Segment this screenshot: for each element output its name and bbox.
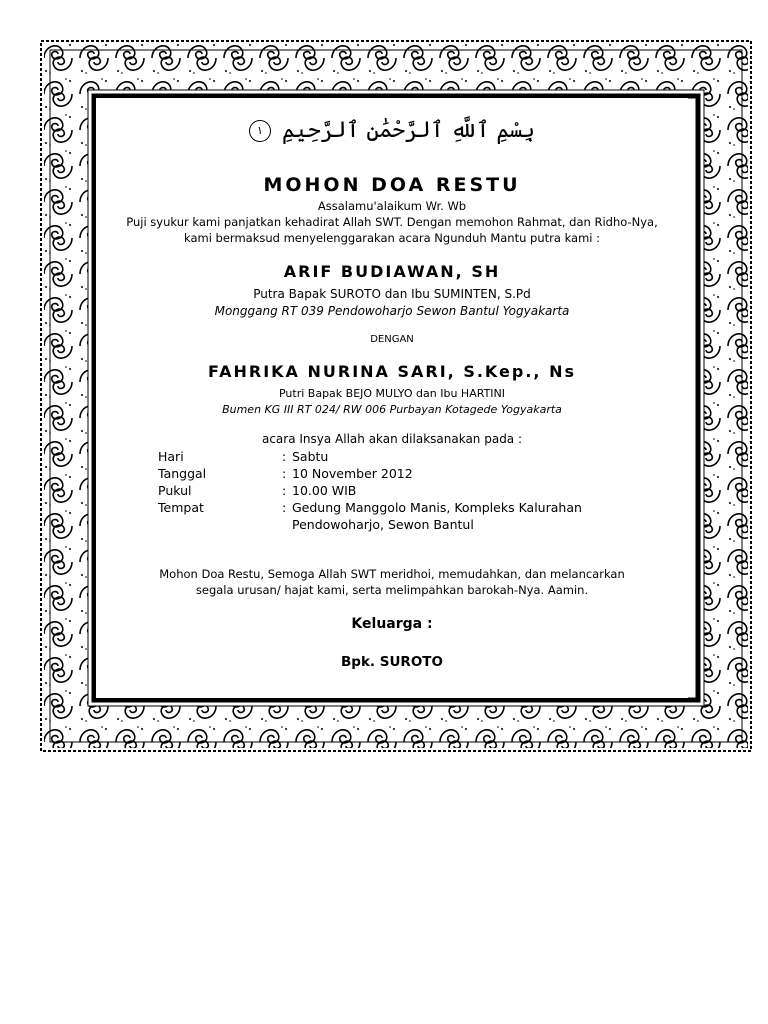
venue-line-2: Pendowoharjo, Sewon Bantul [292, 517, 474, 532]
signer-name: Bpk. SUROTO [340, 654, 443, 670]
detail-label: Hari [158, 449, 184, 464]
groom-name: ARIF BUDIAWAN, SH [283, 262, 501, 281]
invitation-card [40, 40, 752, 752]
greeting-line: kami bermaksud menyelenggarakan acara Ngunduh Mantu putra kami : [183, 231, 600, 245]
greeting-block [96, 198, 688, 246]
bride-parents: Putri Bapak BEJO MULYO dan Ibu HARTINI [278, 387, 505, 400]
detail-label: Pukul [158, 483, 192, 498]
page-title: MOHON DOA RESTU [263, 174, 521, 196]
bismillah-text: بِسْمِ ٱللَّهِ ٱلرَّحْمَٰنِ ٱلرَّحِيمِ [281, 118, 535, 143]
detail-separator: : [282, 500, 287, 515]
groom-info [96, 286, 688, 320]
detail-value: 10.00 WIB [292, 483, 357, 498]
bride-info [96, 386, 688, 418]
greeting-line: Puji syukur kami panjatkan kehadirat Allah SWT. Dengan memohon Rahmat, dan Ridho-Nya, [126, 215, 658, 229]
ayah-number: ١ [249, 120, 271, 142]
closing-line: segala urusan/ hajat kami, serta melimpahkan barokah-Nya. Aamin. [195, 583, 589, 597]
invitation-content [96, 98, 688, 698]
closing-prayer [96, 566, 688, 598]
detail-separator: : [282, 449, 287, 464]
detail-label: Tanggal [158, 466, 207, 481]
groom-parents: Putra Bapak SUROTO dan Ibu SUMINTEN, S.Pd [253, 287, 531, 301]
groom-address: Monggang RT 039 Pendowoharjo Sewon Bantul Yogyakarta [214, 304, 570, 318]
detail-value: 10 November 2012 [292, 466, 413, 481]
closing-line: Mohon Doa Restu, Semoga Allah SWT meridhoi, memudahkan, dan melancarkan [159, 567, 625, 581]
greeting-line: Assalamu'alaikum Wr. Wb [317, 199, 467, 213]
event-intro: acara Insya Allah akan dilaksanakan pada : [261, 432, 523, 446]
bride-address: Bumen KG III RT 024/ RW 006 Purbayan Kotagede Yogyakarta [222, 403, 562, 416]
detail-separator: : [282, 483, 287, 498]
detail-value: Sabtu [292, 449, 329, 464]
detail-label: Tempat [158, 500, 204, 515]
detail-separator: : [282, 466, 287, 481]
connector-text: DENGAN [370, 334, 414, 345]
family-label: Keluarga : [351, 616, 433, 632]
bismillah-calligraphy [96, 118, 688, 143]
bride-name: FAHRIKA NURINA SARI, S.Kep., Ns [208, 362, 576, 381]
detail-value: Gedung Manggolo Manis, Kompleks Kalurahan [292, 500, 582, 515]
